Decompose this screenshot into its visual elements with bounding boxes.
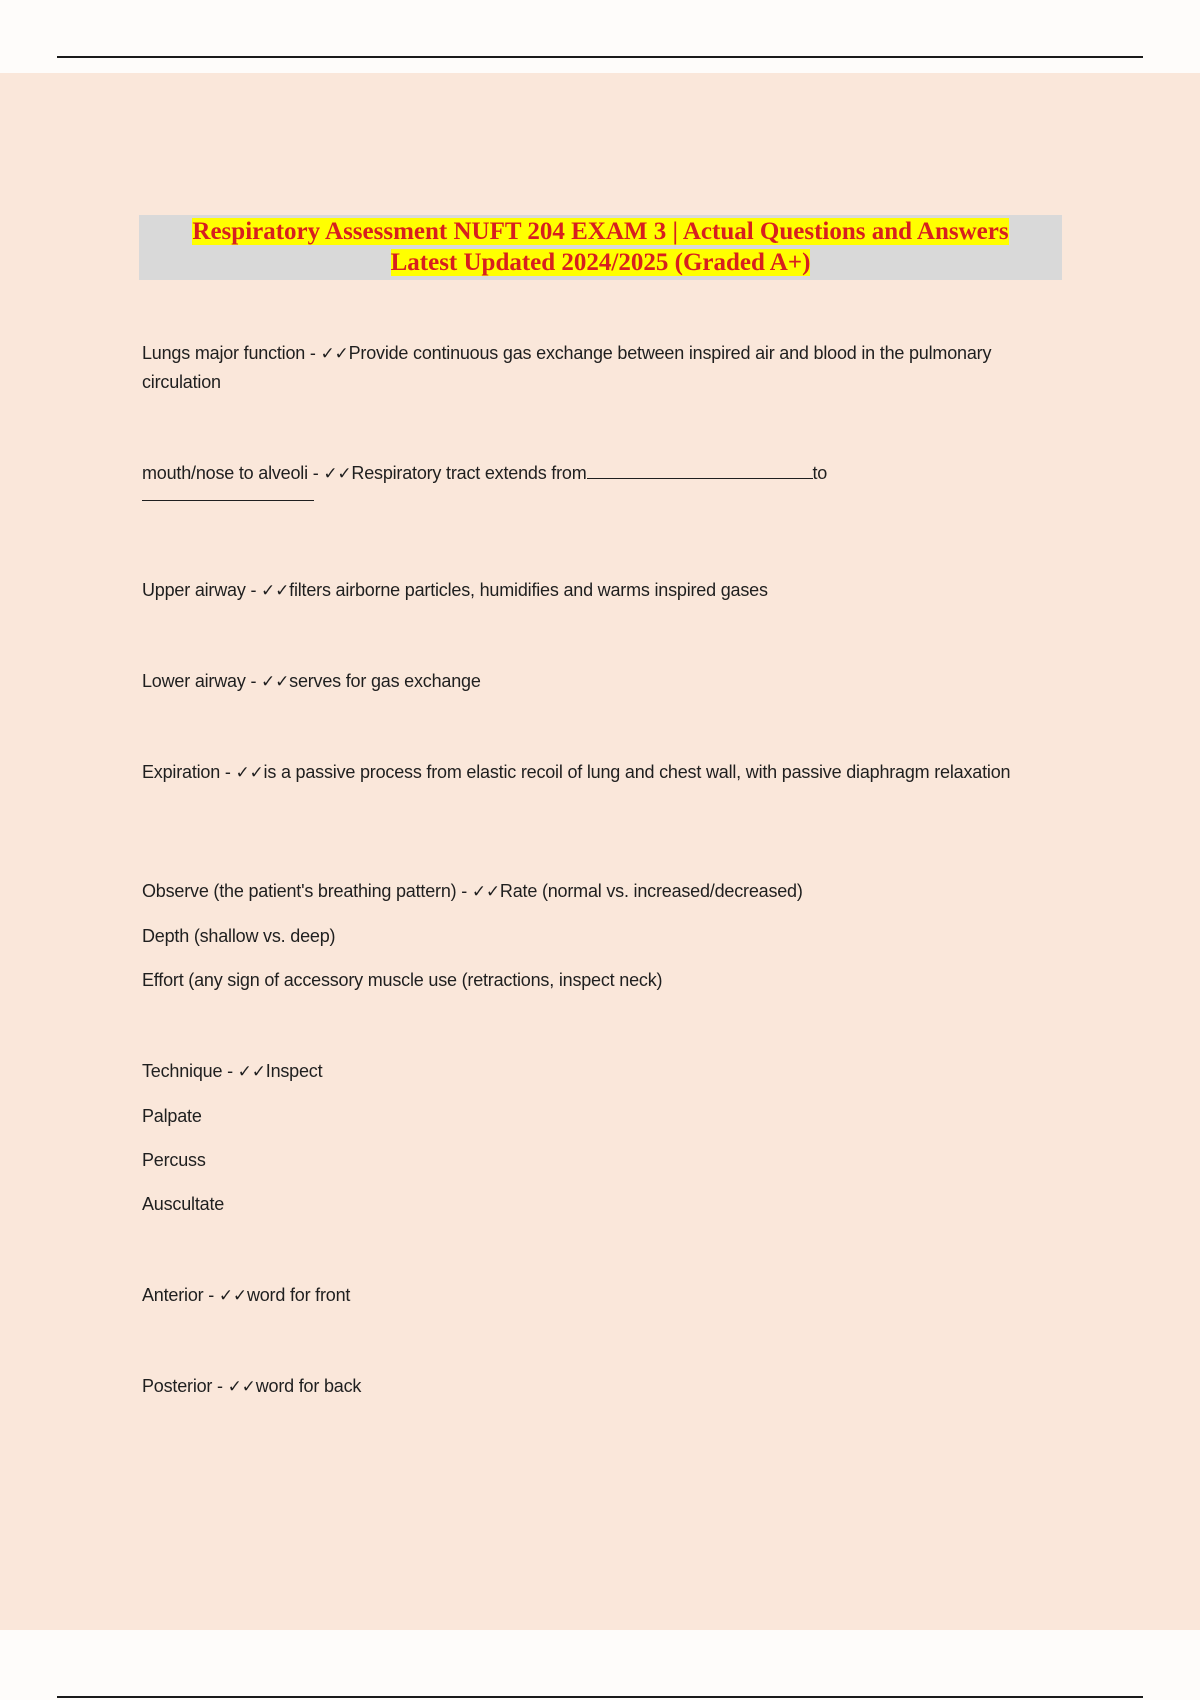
qa-item: Posterior - ✓✓word for back: [142, 1376, 362, 1397]
question: Anterior: [142, 1285, 204, 1305]
question: mouth/nose to alveoli: [142, 463, 308, 483]
answer-line: Auscultate: [142, 1194, 225, 1214]
answer-line: Percuss: [142, 1150, 206, 1170]
check-icon: ✓✓: [235, 763, 264, 783]
question: Lungs major function: [142, 343, 306, 363]
qa-item: Anterior - ✓✓word for front: [142, 1285, 351, 1306]
answer: Provide continuous gas exchange between inspired air and blood in the pulmonary circulation: [142, 343, 992, 392]
fill-in-blank: [142, 488, 314, 501]
question: Posterior: [142, 1376, 213, 1396]
qa-item: Lower airway - ✓✓serves for gas exchange: [142, 671, 481, 692]
qa-item: mouth/nose to alveoli - ✓✓Respiratory tract extends from to: [142, 459, 1042, 501]
check-icon: ✓✓: [261, 672, 290, 692]
answer: word for front: [246, 1285, 351, 1305]
question: Upper airway: [142, 580, 246, 600]
check-icon: ✓✓: [323, 464, 352, 484]
answer-line: Depth (shallow vs. deep): [142, 926, 336, 946]
answer: Inspect: [265, 1061, 323, 1081]
qa-item: Technique - ✓✓Inspect Palpate Percuss Auscultate: [142, 1057, 1042, 1218]
check-icon: ✓✓: [237, 1062, 266, 1082]
top-rule: [57, 56, 1143, 58]
check-icon: ✓✓: [471, 882, 500, 902]
fill-in-blank: [587, 460, 813, 479]
bottom-rule: [57, 1696, 1143, 1698]
qa-item: Upper airway - ✓✓filters airborne particles, humidifies and warms inspired gases: [142, 580, 768, 601]
qa-item: Expiration - ✓✓is a passive process from elastic recoil of lung and chest wall, with passive diaphragm relaxation: [142, 762, 1011, 783]
check-icon: ✓✓: [261, 581, 290, 601]
check-icon: ✓✓: [320, 344, 349, 364]
question: Expiration: [142, 762, 221, 782]
answer-middle: to: [812, 463, 828, 483]
check-icon: ✓✓: [227, 1377, 256, 1397]
answer: serves for gas exchange: [289, 671, 481, 691]
qa-item: Lungs major function - ✓✓Provide continuous gas exchange between inspired air and blood in the pulmonary circulation: [142, 343, 992, 392]
title-line-2: Latest Updated 2024/2025 (Graded A+): [390, 249, 811, 276]
answer-line: Effort (any sign of accessory muscle use (retractions, inspect neck): [142, 970, 663, 990]
answer: word for back: [255, 1376, 362, 1396]
answer: filters airborne particles, humidifies and warms inspired gases: [289, 580, 768, 600]
qa-item: Observe (the patient's breathing pattern) - ✓✓Rate (normal vs. increased/decreased) Depth (shallow vs. deep) Effort (any sign of accessory muscle use (retractions, inspect neck): [142, 877, 1042, 994]
title-line-1: Respiratory Assessment NUFT 204 EXAM 3 | Actual Questions and Answers: [192, 218, 1009, 245]
answer: is a passive process from elastic recoil of lung and chest wall, with passive diaphragm relaxation: [263, 762, 1011, 782]
question: Lower airway: [142, 671, 246, 691]
answer: Rate (normal vs. increased/decreased): [499, 881, 803, 901]
question: Observe (the patient's breathing pattern): [142, 881, 457, 901]
question: Technique: [142, 1061, 223, 1081]
answer: Respiratory tract extends from: [351, 463, 587, 483]
document-title: [139, 215, 1062, 280]
answer-line: Palpate: [142, 1106, 202, 1126]
check-icon: ✓✓: [218, 1286, 247, 1306]
